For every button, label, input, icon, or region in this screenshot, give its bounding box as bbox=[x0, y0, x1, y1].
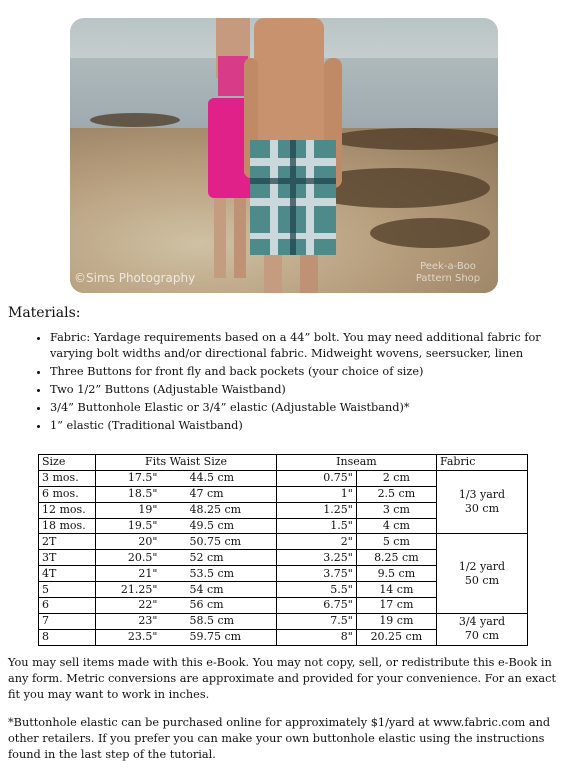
size-chart-table bbox=[38, 454, 528, 646]
fabric-group-cell bbox=[436, 613, 527, 645]
table-header-row bbox=[39, 455, 528, 471]
buttonhole-elastic-note: *Buttonhole elastic can be purchased online for approximately $1/yard at www.fabric.com and other retailers. If you prefer you can make your own buttonhole elastic using the instructions found in the last step of the tutorial. bbox=[8, 716, 551, 761]
beach-photo bbox=[70, 18, 498, 293]
waist-inches-cell: 23.5" bbox=[96, 629, 176, 645]
waist-inches-cell: 21" bbox=[96, 566, 176, 582]
fabric-group-cell bbox=[436, 470, 527, 534]
column-header-waist: Fits Waist Size bbox=[96, 455, 277, 471]
waist-cm-cell: 47 cm bbox=[175, 486, 276, 502]
fabric-metric: 70 cm bbox=[464, 629, 500, 643]
size-cell: 4T bbox=[39, 566, 96, 582]
waist-cm-cell: 54 cm bbox=[175, 582, 276, 598]
inseam-cm-cell: 4 cm bbox=[356, 518, 436, 534]
column-header-inseam: Inseam bbox=[276, 455, 436, 471]
fabric-metric: 50 cm bbox=[464, 573, 500, 587]
waist-inches-cell: 21.25" bbox=[96, 582, 176, 598]
fabric-yardage: 3/4 yard bbox=[458, 615, 506, 629]
column-header-size: Size bbox=[39, 455, 96, 471]
waist-inches-cell: 19.5" bbox=[96, 518, 176, 534]
inseam-inches-cell: 3.75" bbox=[276, 566, 356, 582]
table-row bbox=[39, 470, 528, 486]
table-row bbox=[39, 534, 528, 550]
inseam-inches-cell: 7.5" bbox=[276, 613, 356, 629]
list-item: • Fabric: Yardage requirements based on a 44” bolt. You may need additional fabric for varying bolt widths and/or directional fabric. Midweight wovens, seersucker, linen bbox=[50, 330, 570, 362]
inseam-cm-cell: 2 cm bbox=[356, 470, 436, 486]
seaweed-patch bbox=[370, 218, 490, 248]
inseam-cm-cell: 5 cm bbox=[356, 534, 436, 550]
materials-list bbox=[30, 330, 570, 436]
size-cell: 3 mos. bbox=[39, 470, 96, 486]
waist-cm-cell: 56 cm bbox=[175, 598, 276, 614]
inseam-cm-cell: 20.25 cm bbox=[356, 629, 436, 645]
fabric-metric: 30 cm bbox=[464, 502, 500, 516]
waist-inches-cell: 22" bbox=[96, 598, 176, 614]
copyright-notice: You may sell items made with this e-Book. You may not copy, sell, or redistribute this e-Book in any form. Metric conversions are approximate and provided for your convenience. For an exact fit you may want to work in inches. bbox=[8, 656, 557, 701]
fabric-yardage: 1/2 yard bbox=[458, 559, 506, 573]
waist-inches-cell: 23" bbox=[96, 613, 176, 629]
inseam-cm-cell: 8.25 cm bbox=[356, 550, 436, 566]
waist-inches-cell: 20.5" bbox=[96, 550, 176, 566]
size-cell: 6 mos. bbox=[39, 486, 96, 502]
waist-cm-cell: 58.5 cm bbox=[175, 613, 276, 629]
column-header-fabric: Fabric bbox=[436, 455, 527, 471]
size-cell: 6 bbox=[39, 598, 96, 614]
waist-cm-cell: 44.5 cm bbox=[175, 470, 276, 486]
waist-cm-cell: 50.75 cm bbox=[175, 534, 276, 550]
inseam-inches-cell: 0.75" bbox=[276, 470, 356, 486]
fabric-group-cell bbox=[436, 534, 527, 613]
waist-inches-cell: 18.5" bbox=[96, 486, 176, 502]
inseam-inches-cell: 8" bbox=[276, 629, 356, 645]
size-cell: 7 bbox=[39, 613, 96, 629]
inseam-inches-cell: 2" bbox=[276, 534, 356, 550]
seaweed-patch bbox=[90, 113, 180, 127]
inseam-cm-cell: 2.5 cm bbox=[356, 486, 436, 502]
table-row bbox=[39, 613, 528, 629]
fabric-yardage: 1/3 yard bbox=[458, 488, 506, 502]
seaweed-patch bbox=[330, 128, 498, 150]
waist-inches-cell: 19" bbox=[96, 502, 176, 518]
inseam-cm-cell: 19 cm bbox=[356, 613, 436, 629]
waist-cm-cell: 52 cm bbox=[175, 550, 276, 566]
photo-credit-watermark: ©Sims Photography bbox=[74, 271, 196, 285]
inseam-inches-cell: 5.5" bbox=[276, 582, 356, 598]
list-item: • 1” elastic (Traditional Waistband) bbox=[50, 418, 570, 434]
waist-cm-cell: 48.25 cm bbox=[175, 502, 276, 518]
waist-inches-cell: 17.5" bbox=[96, 470, 176, 486]
inseam-inches-cell: 1.25" bbox=[276, 502, 356, 518]
waist-cm-cell: 49.5 cm bbox=[175, 518, 276, 534]
list-item: • 3/4” Buttonhole Elastic or 3/4” elastic (Adjustable Waistband)* bbox=[50, 400, 570, 416]
size-cell: 3T bbox=[39, 550, 96, 566]
materials-heading: Materials: bbox=[8, 305, 81, 321]
inseam-inches-cell: 1.5" bbox=[276, 518, 356, 534]
size-cell: 12 mos. bbox=[39, 502, 96, 518]
inseam-inches-cell: 3.25" bbox=[276, 550, 356, 566]
size-cell: 8 bbox=[39, 629, 96, 645]
inseam-inches-cell: 6.75" bbox=[276, 598, 356, 614]
size-cell: 18 mos. bbox=[39, 518, 96, 534]
child-figure-plaid bbox=[240, 18, 350, 293]
waist-cm-cell: 53.5 cm bbox=[175, 566, 276, 582]
inseam-cm-cell: 17 cm bbox=[356, 598, 436, 614]
size-cell: 2T bbox=[39, 534, 96, 550]
inseam-cm-cell: 14 cm bbox=[356, 582, 436, 598]
inseam-inches-cell: 1" bbox=[276, 486, 356, 502]
waist-inches-cell: 20" bbox=[96, 534, 176, 550]
list-item: • Three Buttons for front fly and back pockets (your choice of size) bbox=[50, 364, 570, 380]
inseam-cm-cell: 9.5 cm bbox=[356, 566, 436, 582]
inseam-cm-cell: 3 cm bbox=[356, 502, 436, 518]
size-cell: 5 bbox=[39, 582, 96, 598]
list-item: • Two 1/2” Buttons (Adjustable Waistband) bbox=[50, 382, 570, 398]
waist-cm-cell: 59.75 cm bbox=[175, 629, 276, 645]
shop-logo-watermark: Peek-a-Boo Pattern Shop bbox=[415, 261, 481, 284]
